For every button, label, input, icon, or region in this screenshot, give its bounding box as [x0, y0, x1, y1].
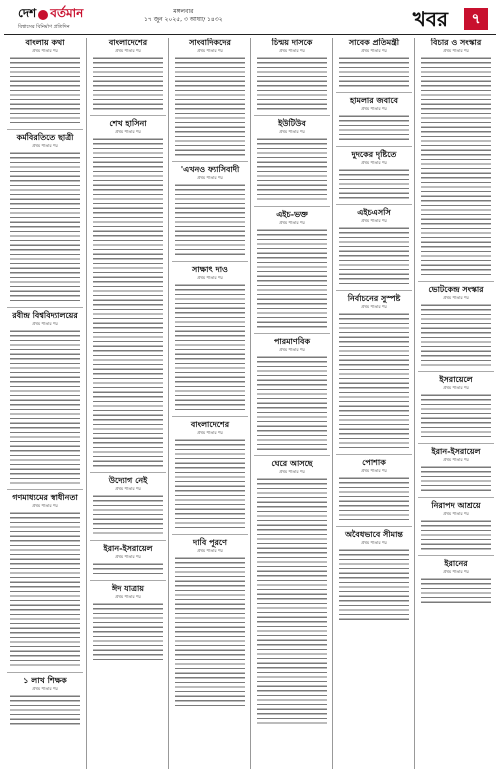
article [336, 38, 412, 88]
article-continuation-note: প্রথম পাতার পর [197, 429, 223, 435]
article-continuation-note: প্রথম পাতার পর [32, 143, 58, 148]
article-body-text [10, 329, 80, 485]
article [7, 676, 83, 726]
article-continuation-note: প্রথম পাতার পর [443, 385, 469, 391]
article-body-text [339, 114, 409, 142]
article-headline: বিচার ও সংস্কার [430, 38, 482, 47]
article [172, 165, 248, 257]
article-body-text [175, 56, 245, 157]
article-divider [336, 92, 412, 93]
article-headline: ইরানের [444, 558, 468, 568]
article-headline: কর্মবিরতিতে ছাত্রী [16, 133, 74, 142]
article [254, 210, 330, 329]
article [254, 337, 330, 452]
article-headline: 'এখনও ফ্যাসিবাদী [180, 165, 240, 175]
article-headline: ভোটকেন্দ্র সংস্কার [428, 284, 484, 294]
article [90, 38, 166, 111]
article-divider [336, 454, 412, 455]
article-continuation-note: প্রথম পাতার পর [32, 503, 58, 509]
article-continuation-note: প্রথম পাতার পর [197, 175, 223, 181]
article-divider [254, 455, 330, 456]
article-continuation-note: প্রথম পাতার পর [361, 539, 387, 545]
article-continuation-note: প্রথম পাতার পর [361, 217, 387, 223]
article-body-text [175, 438, 245, 530]
article-body-text [339, 476, 409, 522]
masthead-logo [18, 6, 83, 24]
article-divider [90, 115, 166, 116]
article-headline: বাংলায় কথা [25, 38, 65, 47]
article-continuation-note: প্রথম পাতার পর [443, 294, 469, 300]
article-body-text [257, 137, 327, 201]
article [172, 420, 248, 530]
article [254, 119, 330, 201]
article-continuation-note: প্রথম পাতার পর [361, 303, 387, 309]
logo-text-left: দেশ [18, 6, 37, 20]
page-header [4, 4, 496, 35]
article-body-text [339, 168, 409, 200]
article [90, 476, 166, 535]
article-headline: উদ্যোগ নেই [108, 476, 148, 486]
article-continuation-note: প্রথম পাতার পর [361, 48, 387, 53]
article [336, 530, 412, 622]
article-body-text [10, 511, 80, 667]
article-divider [336, 204, 412, 205]
article [336, 294, 412, 450]
column-4 [250, 38, 333, 769]
article-headline: সাক্ষাৎ দাও [192, 264, 228, 274]
article [172, 265, 248, 412]
article-continuation-note: প্রথম পাতার পর [443, 510, 469, 516]
article-continuation-note: প্রথম পাতার পর [32, 320, 58, 326]
article-continuation-note: প্রথম পাতার পর [115, 593, 141, 599]
article-continuation-note: প্রথম পাতার পর [279, 48, 305, 53]
article-divider [7, 672, 83, 673]
article-headline: গণমাধ্যমের স্বাধীনতা [12, 493, 78, 503]
article-divider [172, 534, 248, 535]
article-continuation-note: প্রথম পাতার পর [279, 346, 305, 352]
article-headline: ইরান-ইসরায়েল [103, 543, 153, 553]
article [90, 584, 166, 662]
article-divider [336, 526, 412, 527]
article-divider [90, 580, 166, 581]
article-continuation-note: প্রথম পাতার পর [32, 685, 58, 691]
article-body-text [175, 556, 245, 708]
article-continuation-note: প্রথম পাতার পর [115, 129, 141, 135]
article-headline: ঈদ যাত্রায় [111, 583, 145, 593]
article-headline: সাংবাদিকদের [189, 38, 231, 47]
column-6 [414, 38, 497, 769]
article-body-text [10, 694, 80, 726]
article-continuation-note: প্রথম পাতার পর [443, 48, 469, 53]
article-divider [172, 161, 248, 162]
article [418, 38, 494, 277]
article-headline: শেখ হাসিনা [109, 119, 147, 129]
article-body-text [421, 465, 491, 493]
article [254, 459, 330, 725]
article-divider [418, 443, 494, 444]
issue-date-text: ১৭ জুন ২০২৫, ৩ আষাঢ় ১৪৩২ [144, 16, 223, 23]
article-divider [172, 261, 248, 262]
article-divider [336, 290, 412, 291]
article [172, 38, 248, 157]
column-1 [4, 38, 86, 769]
column-3 [168, 38, 251, 769]
article-continuation-note: প্রথম পাতার পর [279, 219, 305, 225]
article-headline: ইউটিউব [278, 119, 306, 129]
article-body-text [339, 548, 409, 622]
article-divider [254, 206, 330, 207]
article-body-text [257, 56, 327, 111]
article-headline: এইচএসসি [357, 207, 391, 217]
issue-day: মঙ্গলবার [173, 8, 194, 15]
article-headline: হামলার জবাবে [349, 96, 399, 106]
article-body-text [93, 137, 163, 468]
article-headline: ইরান-ইসরায়েল [431, 447, 481, 457]
article-divider [172, 416, 248, 417]
article-body-text [339, 312, 409, 450]
article [418, 447, 494, 493]
article-grid [4, 38, 496, 769]
article-body-text [421, 303, 491, 367]
article-body-text [175, 183, 245, 257]
article-headline: চিন্ময় দাসকে [271, 38, 313, 47]
article-body-text [257, 228, 327, 329]
article [418, 501, 494, 551]
article-continuation-note: প্রথম পাতার পর [32, 48, 58, 53]
article-divider [7, 129, 83, 130]
article-divider [254, 115, 330, 116]
article-continuation-note: প্রথম পাতার পর [443, 457, 469, 463]
article-body-text [93, 56, 163, 111]
article [418, 285, 494, 367]
article-headline: সাবেক প্রতিমন্ত্রী [348, 38, 400, 47]
article-headline: বাংলাদেশের [108, 38, 148, 47]
article-divider [418, 371, 494, 372]
article-body-text [93, 562, 163, 576]
article-divider [418, 555, 494, 556]
article-headline: পারমাণবিক [273, 336, 311, 346]
article-body-text [257, 355, 327, 452]
article-continuation-note: প্রথম পাতার পর [361, 467, 387, 473]
article-body-text [339, 56, 409, 88]
article-continuation-note: প্রথম পাতার পর [115, 553, 141, 559]
article-divider [254, 333, 330, 334]
column-2 [86, 38, 169, 769]
article-body-text [339, 226, 409, 286]
article-continuation-note: প্রথম পাতার পর [279, 469, 305, 475]
article-divider [90, 472, 166, 473]
section-title: খবর [412, 7, 448, 31]
logo-seal-icon [38, 10, 48, 20]
article [254, 38, 330, 111]
article-body-text [93, 602, 163, 662]
article-divider [336, 146, 412, 147]
article-continuation-note: প্রথম পাতার পর [197, 547, 223, 553]
article-continuation-note: প্রথম পাতার পর [115, 48, 141, 53]
article-continuation-note: প্রথম পাতার পর [361, 159, 387, 165]
article [90, 544, 166, 576]
article-divider [90, 540, 166, 541]
article-headline: রবীন্দ্র বিশ্ববিদ্যালয়ের [12, 310, 78, 320]
article-body-text [421, 393, 491, 439]
article-headline: নির্বাচনের সুস্পষ্ট [347, 293, 401, 303]
article-divider [418, 281, 494, 282]
page-number: ৭ [464, 8, 488, 30]
article-body-text [421, 519, 491, 551]
article [172, 538, 248, 708]
masthead-tagline: বিশ্বাসের বিনির্মাণ প্রতিদিন [18, 24, 70, 30]
article-body-text [10, 56, 80, 125]
article [7, 133, 83, 303]
article-continuation-note: প্রথম পাতার পর [443, 568, 469, 574]
article-headline: দুদকের দৃষ্টিতে [351, 149, 397, 159]
article-headline: পোশাক [362, 457, 386, 467]
article [7, 38, 83, 125]
article-headline: বাংলাদেশের [190, 419, 230, 429]
article-divider [7, 489, 83, 490]
article-divider [418, 497, 494, 498]
article [336, 208, 412, 286]
article [7, 311, 83, 485]
article-headline: ইসরায়েলে [439, 375, 473, 385]
article-headline: ১ লাখ শিক্ষক [23, 675, 67, 685]
article-continuation-note: প্রথম পাতার পর [279, 129, 305, 135]
article-body-text [421, 577, 491, 605]
article-headline: নিরাপদ আশ্রয়ে [431, 500, 481, 510]
article-headline: এইচ-ভক্ত [276, 209, 308, 219]
article-body-text [10, 151, 80, 303]
article [336, 96, 412, 142]
article-headline: ঘেরে আসছে [271, 459, 313, 469]
article [90, 119, 166, 468]
article-continuation-note: প্রথম পাতার পর [115, 486, 141, 492]
article-headline: অবৈধভাবে সীমান্ত [345, 529, 403, 539]
article-continuation-note: প্রথম পাতার পর [197, 48, 223, 53]
issue-date [144, 8, 223, 24]
article [7, 493, 83, 667]
article [418, 375, 494, 439]
article-body-text [93, 494, 163, 535]
article-continuation-note: প্রথম পাতার পর [197, 274, 223, 280]
article-body-text [257, 477, 327, 725]
column-5 [332, 38, 415, 769]
article-body-text [175, 283, 245, 412]
logo-text-right: বর্তমান [50, 6, 84, 20]
article [336, 150, 412, 200]
article [336, 458, 412, 522]
article-continuation-note: প্রথম পাতার পর [361, 106, 387, 112]
article-body-text [421, 56, 491, 277]
article-divider [7, 307, 83, 308]
article [418, 559, 494, 605]
article-headline: দাবি পূরণে [193, 537, 227, 547]
